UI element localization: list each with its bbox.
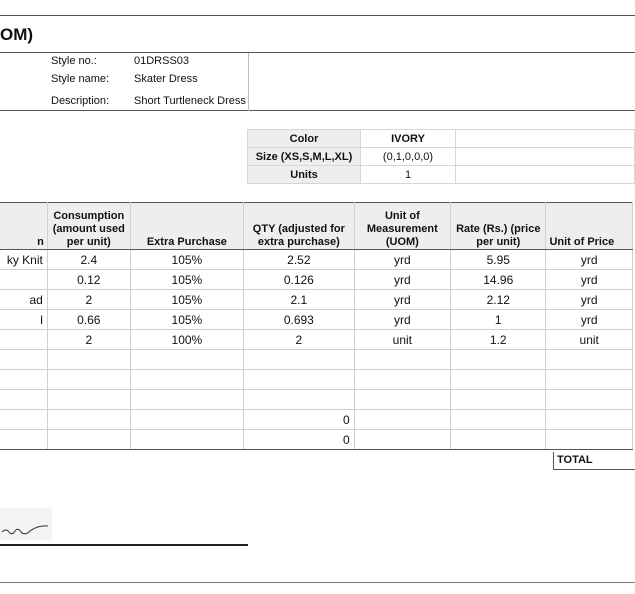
signature-background <box>0 508 52 540</box>
footer-divider <box>0 582 635 583</box>
col-header-uom: Unit of Measurement (UOM) <box>354 203 450 250</box>
panel-divider <box>248 53 249 111</box>
col-header-extra-purchase: Extra Purchase <box>130 203 243 250</box>
qty-cell: 2.52 <box>244 250 355 270</box>
extra-cell: 105% <box>130 290 243 310</box>
style-no-value: 01DRSS03 <box>134 55 190 67</box>
material-cell: ky Knit <box>0 250 47 270</box>
rate-cell: 1 <box>451 310 546 330</box>
unit-price-cell: yrd <box>546 310 633 330</box>
unit-price-cell: yrd <box>546 270 633 290</box>
empty-cell <box>456 166 635 184</box>
description-value: Short Turtleneck Dress <box>134 95 246 107</box>
rate-cell: 1.2 <box>451 330 546 350</box>
material-cell: ad <box>0 290 47 310</box>
col-header-consumption: Consumption (amount used per unit) <box>47 203 130 250</box>
col-header-qty: QTY (adjusted for extra purchase) <box>244 203 355 250</box>
unit-price-cell: yrd <box>546 290 633 310</box>
style-info-panel <box>0 53 635 111</box>
col-header-unit-price: Unit of Price <box>546 203 633 250</box>
style-name-label: Style name: <box>51 73 110 85</box>
qty-cell: 0.693 <box>244 310 355 330</box>
table-header-row <box>0 203 633 250</box>
table-row <box>0 310 633 330</box>
qty-cell: 2.1 <box>244 290 355 310</box>
extra-cell: 105% <box>130 310 243 330</box>
units-value: 1 <box>361 166 456 184</box>
total-label: TOTAL <box>553 452 635 470</box>
table-row <box>0 270 633 290</box>
uom-cell: yrd <box>354 270 450 290</box>
table-row <box>0 390 633 410</box>
consumption-cell: 2.4 <box>47 250 130 270</box>
extra-cell: 105% <box>130 250 243 270</box>
description-label: Description: <box>51 95 110 107</box>
uom-cell: yrd <box>354 310 450 330</box>
page-title: OM) <box>0 15 635 53</box>
signature-line <box>0 544 248 546</box>
style-name-value: Skater Dress <box>134 73 198 85</box>
consumption-cell: 2 <box>47 330 130 350</box>
qty-cell: 0.126 <box>244 270 355 290</box>
style-no-label: Style no.: <box>51 55 97 67</box>
qty-cell: 0 <box>244 410 355 430</box>
size-label: Size (XS,S,M,L,XL) <box>248 148 361 166</box>
consumption-cell: 0.12 <box>47 270 130 290</box>
uom-cell: yrd <box>354 250 450 270</box>
empty-cell <box>456 130 635 148</box>
extra-cell: 105% <box>130 270 243 290</box>
material-cell <box>0 330 47 350</box>
qty-cell: 2 <box>244 330 355 350</box>
qty-cell: 0 <box>244 430 355 450</box>
rate-cell: 2.12 <box>451 290 546 310</box>
col-header-rate: Rate (Rs.) (price per unit) <box>451 203 546 250</box>
unit-price-cell: yrd <box>546 250 633 270</box>
table-row <box>0 410 633 430</box>
uom-cell: yrd <box>354 290 450 310</box>
extra-cell: 100% <box>130 330 243 350</box>
material-cell: l <box>0 310 47 330</box>
table-row <box>0 250 633 270</box>
rate-cell: 14.96 <box>451 270 546 290</box>
table-row <box>0 290 633 310</box>
consumption-cell: 2 <box>47 290 130 310</box>
rate-cell: 5.95 <box>451 250 546 270</box>
unit-price-cell: unit <box>546 330 633 350</box>
table-row <box>0 370 633 390</box>
table-row <box>0 330 633 350</box>
uom-cell: unit <box>354 330 450 350</box>
consumption-cell: 0.66 <box>47 310 130 330</box>
color-size-table <box>247 129 635 184</box>
signature <box>0 506 60 542</box>
empty-cell <box>456 148 635 166</box>
col-header-material: n <box>0 203 47 250</box>
size-value: (0,1,0,0,0) <box>361 148 456 166</box>
materials-table <box>0 202 633 450</box>
table-row <box>0 350 633 370</box>
color-label: Color <box>248 130 361 148</box>
units-label: Units <box>248 166 361 184</box>
table-row <box>0 430 633 450</box>
color-value: IVORY <box>361 130 456 148</box>
material-cell <box>0 270 47 290</box>
